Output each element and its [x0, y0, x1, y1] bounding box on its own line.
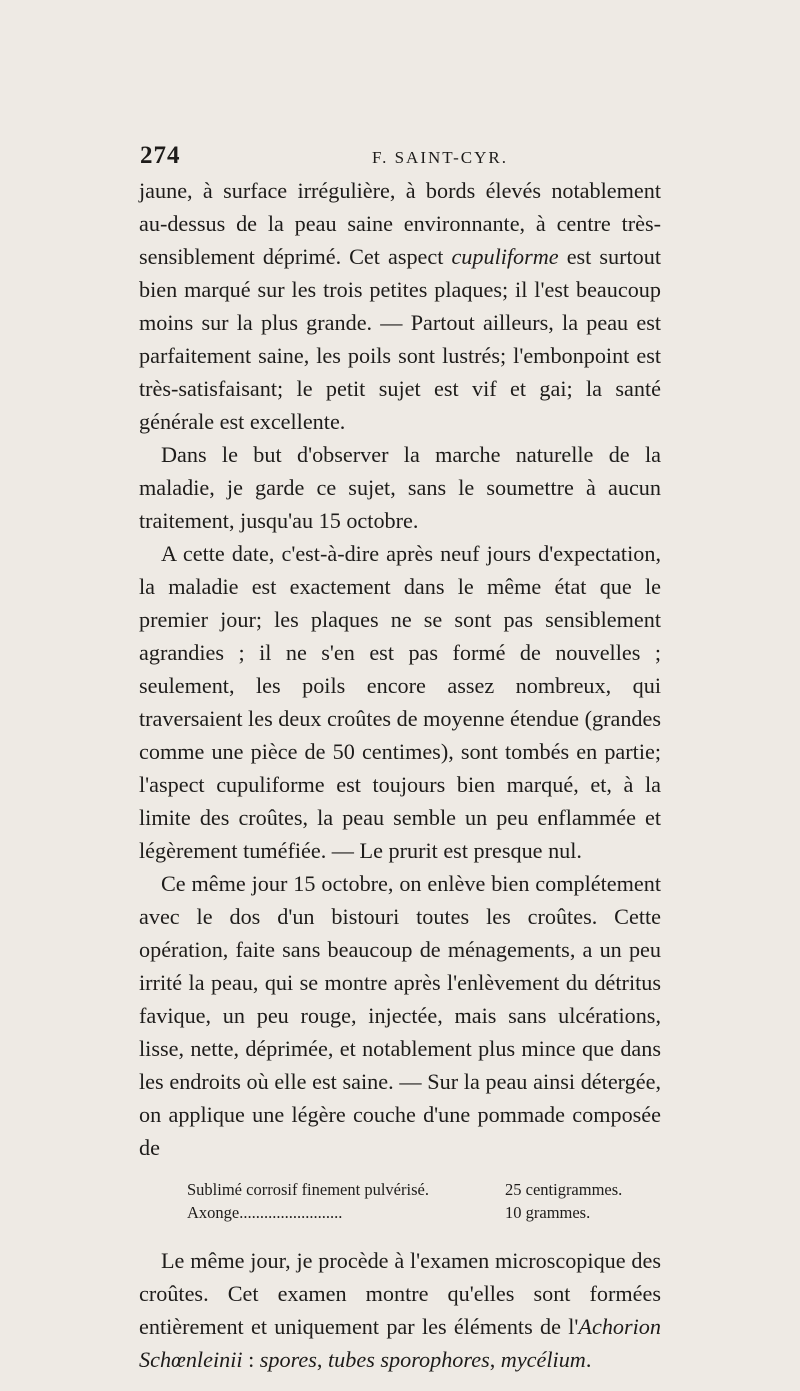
species-name: Achorion Schœnleinii	[139, 1314, 661, 1372]
page-number: 274	[140, 142, 181, 169]
paragraph-5	[139, 1244, 661, 1376]
prescription-row	[187, 1201, 657, 1224]
paragraph-5-text-b: :	[242, 1347, 260, 1372]
ingredient-name: Sublimé corrosif finement pulvérisé.	[187, 1180, 429, 1199]
paragraph-1-text-b: est surtout bien marqué sur les trois petites plaques; il l'est beaucoup moins sur la plus grande. — Partout ailleurs, la peau est parfaitement saine, les poils sont lustrés; l'embonpoint est très-satisfaisant; le petit sujet est vif et gai; la santé générale est excellente.	[139, 244, 661, 434]
paragraph-1-text-a: jaune, à surface irrégulière, à bords élevés notablement au-dessus de la peau saine environnante, à centre très-sensiblement déprimé. Cet aspect	[139, 178, 661, 269]
paragraph-1	[139, 174, 661, 438]
term-tubes: tubes sporophores	[328, 1347, 490, 1372]
paragraph-5-text-e: .	[585, 1347, 592, 1372]
paragraph-2: Dans le but d'observer la marche naturelle de la maladie, je garde ce sujet, sans le soumettre à aucun traitement, jusqu'au 15 octobre.	[139, 442, 661, 533]
paragraph-5-text-c: ,	[316, 1347, 329, 1372]
prescription-list	[187, 1178, 657, 1224]
paragraph-5-text-d: ,	[489, 1347, 501, 1372]
paragraph-1-italic: cupuliforme	[451, 244, 559, 269]
ingredient-name: Axonge.........................	[187, 1203, 343, 1222]
running-head: F. SAINT-CYR.	[372, 148, 508, 167]
paragraph-4: Ce même jour 15 octobre, on enlève bien complétement avec le dos d'un bistouri toutes les croûtes. Cette opération, faite sans beaucoup de ménagements, a un peu irrité la peau, qui se montre après l'enlèvement du détritus favique, un peu rouge, injectée, mais sans ulcérations, lisse, nette, déprimée, et notablement plus mince que dans les endroits où elle est saine. — Sur la peau ainsi détergée, on applique une légère couche d'une pommade composée de	[139, 871, 661, 1160]
ingredient-quantity: 25 centigrammes.	[505, 1180, 623, 1199]
body-text	[139, 174, 661, 1376]
paragraph-5-text-a: Le même jour, je procède à l'examen microscopique des croûtes. Cet examen montre qu'elles sont formées entièrement et uniquement par les éléments de l'	[139, 1248, 661, 1339]
term-mycelium: mycélium	[500, 1347, 586, 1372]
ingredient-quantity: 10 grammes.	[505, 1203, 591, 1222]
term-spores: spores	[259, 1347, 317, 1372]
page-header	[140, 142, 660, 174]
paragraph-3: A cette date, c'est-à-dire après neuf jours d'expectation, la maladie est exactement dans le même état que le premier jour; les plaques ne se sont pas sensiblement agrandies ; il ne s'en est pas formé de nouvelles ; seulement, les poils encore assez nombreux, qui traversaient les deux croûtes de moyenne étendue (grandes comme une pièce de 50 centimes), sont tombés en partie; l'aspect cupuliforme est toujours bien marqué, et, à la limite des croûtes, la peau semble un peu enflammée et légèrement tuméfiée. — Le prurit est presque nul.	[139, 541, 661, 863]
prescription-row	[187, 1178, 657, 1201]
